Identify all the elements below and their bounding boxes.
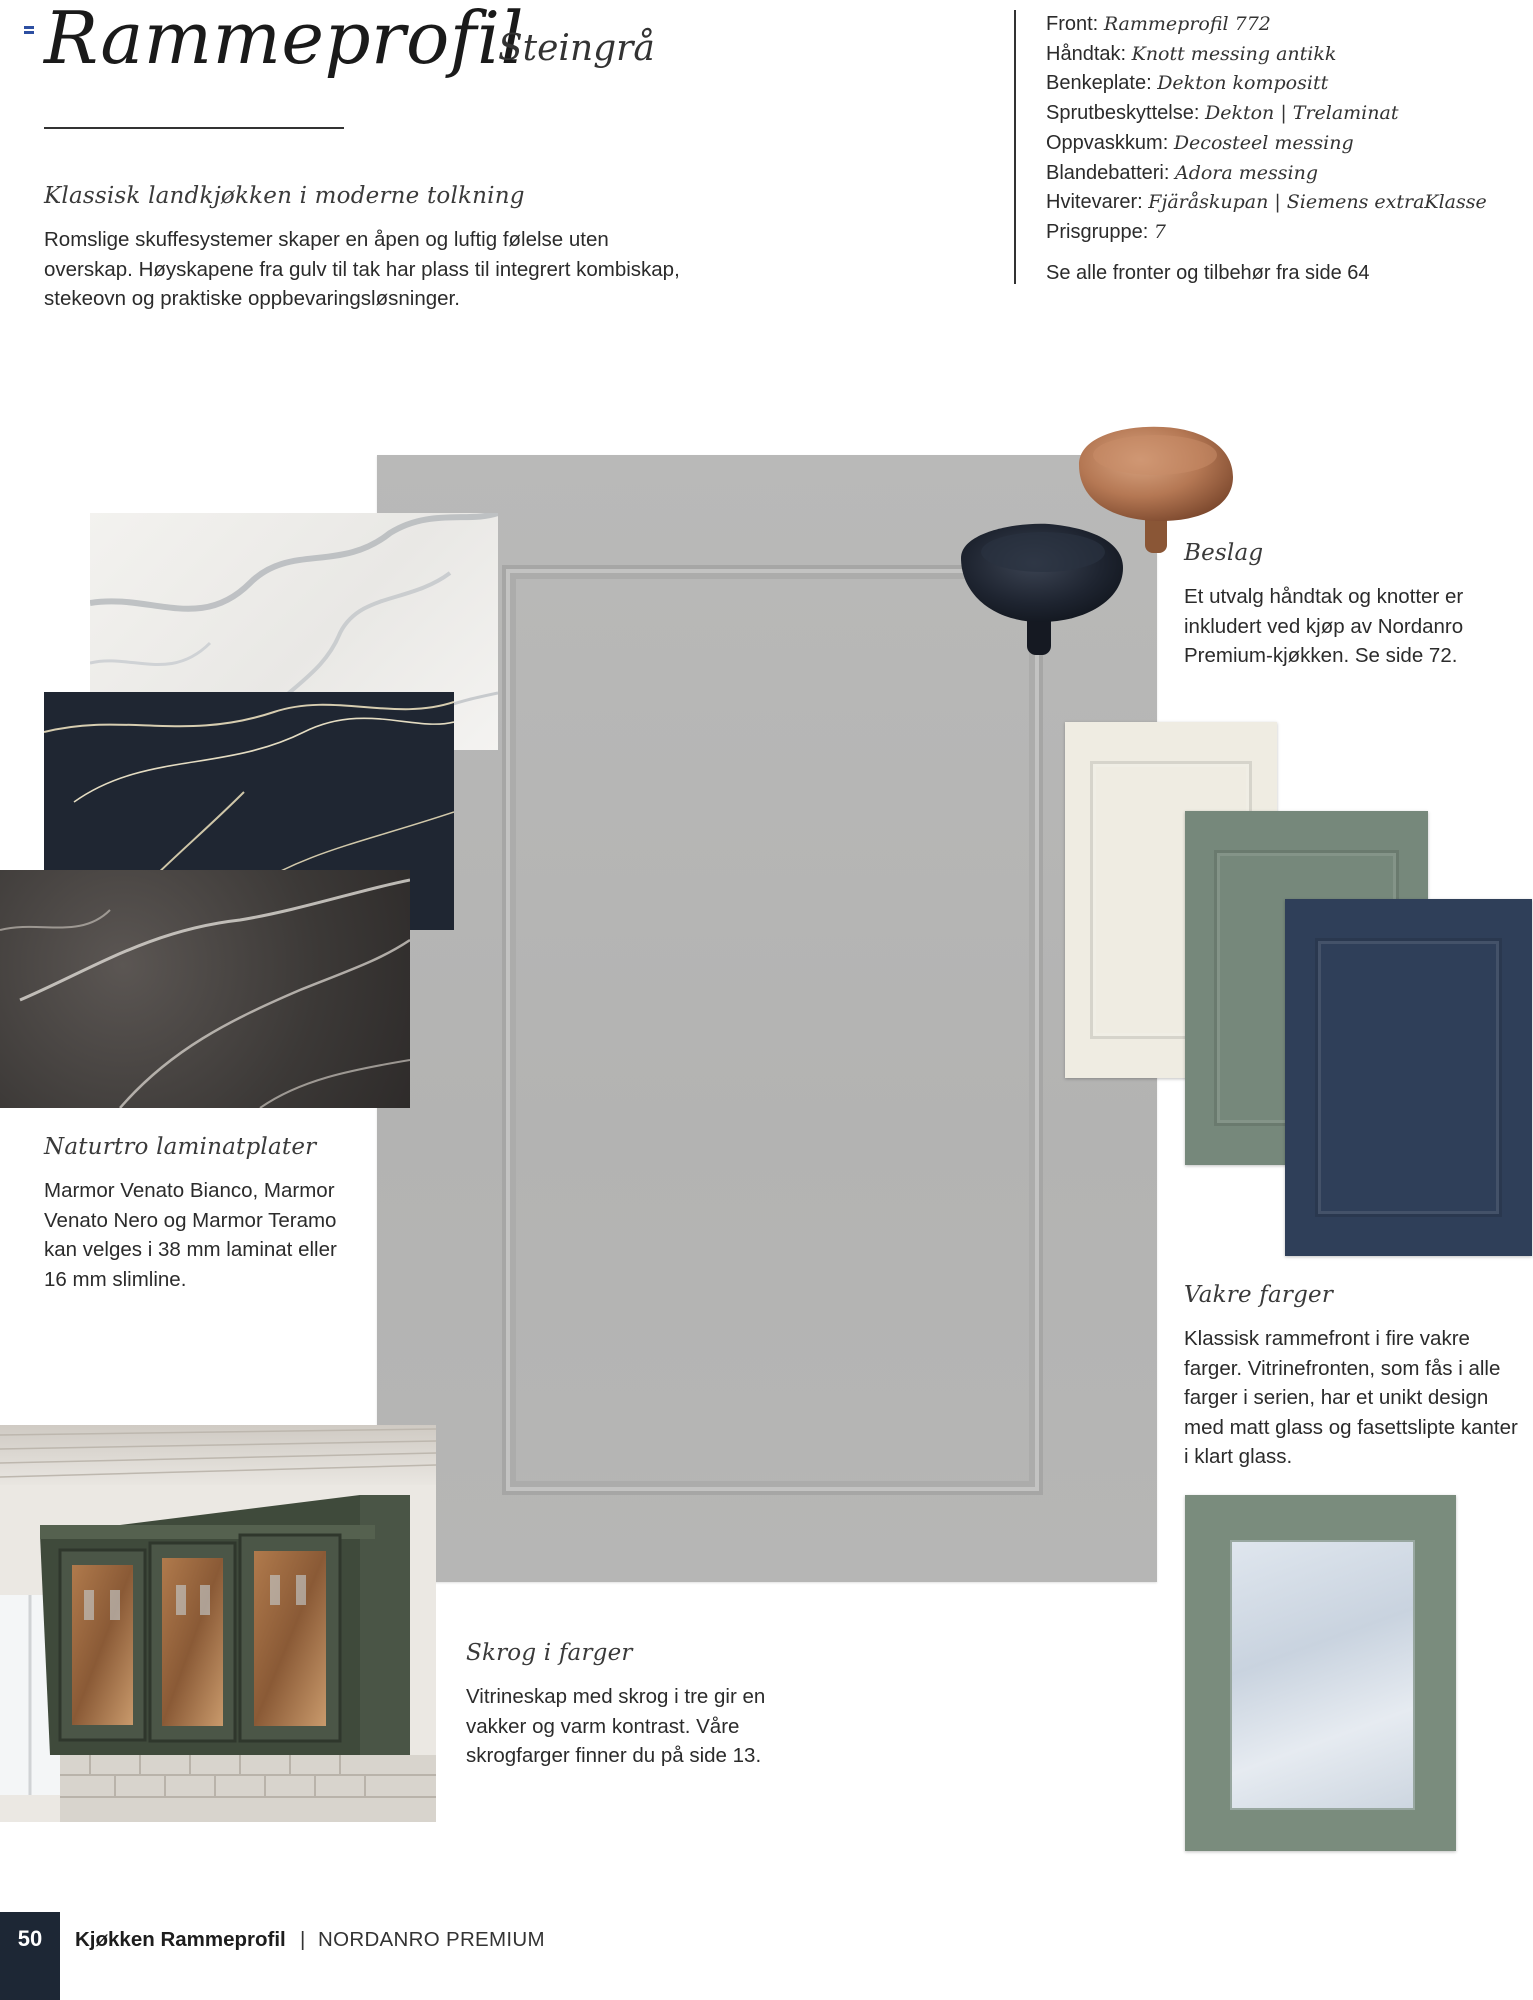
laminat-heading: Naturtro laminatplater	[44, 1134, 317, 1160]
spec-label: Håndtak:	[1046, 42, 1127, 65]
laminat-text: Marmor Venato Bianco, Marmor Venato Nero og Marmor Teramo kan velges i 38 mm laminat eller 16 mm slimline.	[44, 1179, 337, 1291]
page-subtitle: Steingrå	[498, 28, 655, 69]
farger-heading: Vakre farger	[1184, 1282, 1334, 1308]
spec-label: Hvitevarer:	[1046, 191, 1143, 214]
spec-value: Dekton | Trelaminat	[1204, 102, 1399, 125]
spec-label: Sprutbeskyttelse:	[1046, 102, 1200, 125]
skrog-heading: Skrog i farger	[466, 1640, 633, 1666]
spec-value: Adora messing	[1174, 161, 1318, 184]
spec-row	[1046, 99, 1526, 129]
farger-text: Klassisk rammefront i fire vakre farger. Vitrinefronten, som fås i alle farger i serien, har et unikt design med matt glass og fasettslipte kanter i klart glass.	[1184, 1327, 1518, 1468]
spec-label: Front:	[1046, 13, 1099, 35]
spec-value: Rammeprofil 772	[1103, 13, 1271, 35]
beslag-text: Et utvalg håndtak og knotter er inkludert ved kjøp av Nordanro Premium-kjøkken. Se side 72.	[1184, 585, 1464, 667]
spec-label: Benkeplate:	[1046, 72, 1152, 95]
spec-value: Knott messing antikk	[1131, 42, 1337, 65]
spec-list	[1046, 10, 1526, 248]
title-divider	[44, 127, 344, 129]
marble-teramo	[0, 870, 410, 1108]
flag-icon	[24, 26, 34, 34]
skrog-text: Vitrineskap med skrog i tre gir en vakker og varm kontrast. Våre skrogfarger finner du på side 13.	[466, 1685, 766, 1767]
page-number: 50	[17, 1926, 43, 1951]
spec-label: Oppvaskkum:	[1046, 131, 1169, 154]
footer-brand: NORDANRO PREMIUM	[318, 1928, 545, 1951]
door-panel	[502, 565, 1043, 1495]
spec-row	[1046, 218, 1526, 248]
glass-pane	[1230, 1540, 1415, 1810]
page-title: Rammeprofil	[44, 0, 525, 80]
beslag-heading: Beslag	[1184, 540, 1264, 566]
spec-row	[1046, 69, 1526, 99]
intro-heading: Klassisk landkjøkken i moderne tolkning	[44, 183, 525, 209]
vitrine-cabinet-illustration	[0, 1425, 436, 1822]
spec-more-link: Se alle fronter og tilbehør fra side 64	[1046, 262, 1370, 284]
spec-label: Prisgruppe:	[1046, 220, 1149, 243]
spec-divider	[1014, 10, 1016, 284]
door-panel	[1315, 938, 1503, 1216]
spec-value: Fjäråskupan | Siemens extraKlasse	[1148, 191, 1487, 214]
footer-separator: |	[300, 1928, 306, 1951]
spec-value: Dekton kompositt	[1157, 72, 1329, 95]
intro-text: Romslige skuffesystemer skaper en åpen og luftig følelse uten overskap. Høyskapene fra gulv til tak har plass til integrert kombiskap, stekeovn og praktiske oppbevaringsløsninger.	[44, 228, 680, 310]
footer-title: Kjøkken Rammeprofil	[75, 1928, 286, 1951]
spec-value: 7	[1153, 220, 1166, 243]
spec-row	[1046, 40, 1526, 70]
door-sample-vitrine	[1185, 1495, 1456, 1851]
spec-row	[1046, 188, 1526, 218]
spec-value: Decosteel messing	[1173, 131, 1354, 154]
cabinet-photo	[0, 1425, 436, 1822]
door-sample-navy	[1285, 899, 1532, 1256]
spec-row	[1046, 159, 1526, 189]
spec-row	[1046, 10, 1526, 40]
marble-veins-icon	[0, 870, 410, 1108]
spec-row	[1046, 129, 1526, 159]
spec-label: Blandebatteri:	[1046, 161, 1170, 184]
black-knob-icon	[957, 522, 1127, 657]
